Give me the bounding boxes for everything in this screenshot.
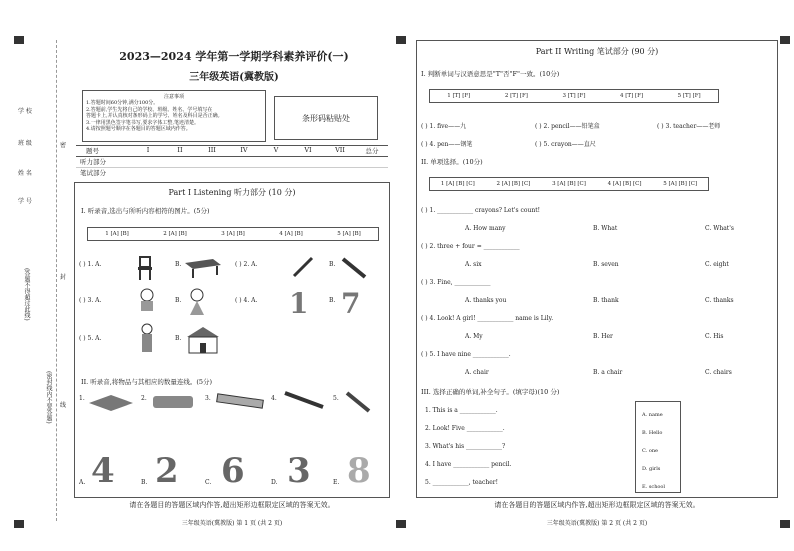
ruler-icon	[215, 393, 265, 409]
fill-item: 5. ____________, teacher!	[425, 479, 499, 486]
mc-option: C. What's	[705, 225, 734, 232]
desk-icon	[183, 257, 223, 279]
exam-subtitle: 三年级英语(冀教版)	[189, 72, 279, 83]
pencil-box-icon	[151, 391, 195, 411]
crayon-icon	[343, 389, 373, 415]
corner-mark	[780, 520, 790, 528]
answer-slot[interactable]: 1 [A] [B]	[105, 231, 129, 237]
q3-instruction: III. 选择正确的单词,补全句子。(填字母)(10 分)	[421, 388, 560, 396]
digit-six-icon: 6	[221, 451, 245, 491]
q2-item-label: 3.	[205, 395, 211, 402]
mc-option: A. chair	[465, 369, 489, 376]
mc-option: B. seven	[593, 261, 619, 268]
word-bank	[635, 401, 681, 493]
option-b-label: B.	[329, 261, 336, 268]
number-seven-icon: 7	[341, 287, 361, 320]
tf-item: ( ) 1. five——九	[421, 123, 467, 130]
q2-option-label: E.	[333, 479, 340, 486]
corner-mark	[396, 520, 406, 528]
word-option: B. Hello	[642, 430, 663, 436]
answer-slot[interactable]: 3 [A] [B] [C]	[552, 181, 586, 187]
footer-page: 三年级英语(冀教版) 第 2 页 (共 2 页)	[546, 520, 648, 527]
word-option: C. one	[642, 448, 659, 454]
fill-item: 1. This is a ____________.	[425, 407, 498, 414]
mc-option: A. My	[465, 333, 483, 340]
tf-item: ( ) 5. crayon——直尺	[535, 141, 596, 148]
tf-item: ( ) 3. teacher——老师	[657, 123, 721, 130]
notice-line: 3.一律用黑色签字笔书写,要求字体工整,笔迹清楚。	[86, 119, 199, 126]
option-b-label: B.	[175, 261, 182, 268]
answer-slot[interactable]: 2 [A] [B] [C]	[496, 181, 531, 187]
book-icon	[87, 391, 135, 413]
score-header: V	[273, 146, 279, 154]
mc-option: B. Her	[593, 333, 613, 340]
number-one-icon: 1	[289, 287, 309, 320]
name-label: 姓 名	[18, 170, 32, 177]
notice-line: 1.答题时间60分钟,满分100分。	[86, 100, 159, 106]
mc-option: C. thanks	[705, 297, 734, 304]
answer-slot[interactable]: 1 [A] [B] [C]	[440, 181, 475, 187]
listening-score-row: 听力部分	[76, 157, 388, 168]
barcode-area: 条形码粘贴处	[274, 96, 378, 140]
q1-item: ( ) 4. A.	[235, 297, 258, 304]
word-option: E. school	[642, 484, 666, 490]
notice-title: 注意事项	[163, 94, 184, 100]
mc-option: C. chairs	[705, 369, 732, 376]
fill-item: 2. Look! Five ____________.	[425, 425, 505, 432]
mc-question: ( ) 3. Fine, ____________	[421, 279, 491, 286]
q1-item: ( ) 2. A.	[235, 261, 258, 268]
answer-slot[interactable]: 3 [T] [F]	[562, 93, 586, 99]
mc-question: ( ) 1. ____________ crayons? Let's count!	[421, 207, 541, 214]
score-header: 总分	[365, 147, 379, 155]
fill-item: 4. I have ____________ pencil.	[425, 461, 512, 468]
mc-question: ( ) 5. I have nine ____________.	[421, 351, 511, 358]
answer-slot[interactable]: 2 [A] [B]	[163, 231, 187, 237]
mc-option: B. a chair	[593, 369, 623, 376]
seal-char: 线	[60, 402, 67, 409]
q2-option-label: C.	[205, 479, 212, 486]
option-b-label: B.	[175, 335, 182, 342]
q2-item-label: 2.	[141, 395, 147, 402]
footer-notice: 请在各题目的答题区域内作答,超出矩形边框限定区域的答案无效。	[129, 501, 335, 509]
school-icon	[185, 323, 221, 355]
answer-slot[interactable]: 5 [A] [B] [C]	[663, 181, 698, 187]
corner-mark	[780, 36, 790, 44]
answer-slot[interactable]: 4 [A] [B]	[279, 231, 303, 237]
digit-eight-icon: 8	[347, 451, 371, 491]
footer-page: 三年级英语(冀教版) 第 1 页 (共 2 页)	[181, 520, 283, 527]
digit-four-icon: 4	[91, 451, 115, 491]
exam-title: 2023—2024 学年第一学期学科素养评价(一)	[119, 50, 349, 63]
mc-question: ( ) 4. Look! A girl! ____________ name is Lily.	[421, 315, 554, 322]
word-option: D. girls	[642, 466, 661, 472]
pen-icon	[281, 389, 327, 411]
writing-section	[416, 40, 778, 498]
q2-instruction: II. 单项选择。(10分)	[421, 158, 483, 166]
mc-option: C. eight	[705, 261, 729, 268]
part1-title: Part I Listening 听力部分 (10 分)	[168, 188, 296, 197]
q1-item: ( ) 3. A.	[79, 297, 102, 304]
seal-char: 封	[60, 274, 67, 281]
q1-item: ( ) 1. A.	[79, 261, 102, 268]
corner-mark	[396, 36, 406, 44]
answer-slot[interactable]: 5 [A] [B]	[337, 231, 361, 237]
notice-line: 2.答题前,学生先将自己的学校、班级、姓名、学号填写在	[86, 106, 213, 113]
q2-instruction: II. 听录音,将物品与其相应的数量连线。(5分)	[81, 378, 213, 386]
pencil-icon	[291, 255, 315, 279]
mc-question: ( ) 2. three + four = ____________	[421, 243, 520, 250]
answer-slot[interactable]: 4 [T] [F]	[620, 93, 644, 99]
score-header: I	[146, 146, 150, 154]
q2-option-label: A.	[79, 479, 86, 486]
q2-option-label: D.	[271, 479, 278, 486]
boy-icon	[135, 287, 159, 317]
score-table	[76, 145, 388, 179]
score-header: VI	[304, 146, 312, 154]
score-header: 题号	[86, 147, 99, 155]
no-answer-note: (答题不得超过此线)	[23, 268, 30, 321]
q2-item-label: 1.	[79, 395, 85, 402]
binding-strip	[14, 36, 54, 526]
chair-icon	[135, 255, 155, 281]
fill-item: 3. What's his ____________?	[425, 443, 506, 450]
seal-char: 密	[60, 142, 67, 149]
pen-icon	[339, 255, 369, 281]
mc-option: A. six	[465, 261, 482, 268]
mc-option: B. What	[593, 225, 618, 232]
q1-instruction: I. 判断单词与汉语意思是"T"否"F"一致。(10分)	[421, 70, 560, 78]
digit-two-icon: 2	[155, 451, 179, 491]
q1-answer-card	[87, 227, 379, 241]
mc-option: A. thanks you	[465, 297, 507, 304]
q2-item-label: 5.	[333, 395, 339, 402]
score-header: II	[177, 146, 183, 154]
notice-box	[82, 90, 266, 142]
q1-instruction: I. 听录音,选出与所听内容相符的图片。(5分)	[81, 207, 210, 215]
footer-notice: 请在各题目的答题区域内作答,超出矩形边框限定区域的答案无效。	[494, 501, 700, 509]
answer-slot[interactable]: 2 [T] [F]	[504, 93, 528, 99]
teacher-icon	[137, 323, 157, 355]
notice-line: 答题卡上,并认真核对条形码上的学号、姓名及科目是否正确。	[86, 113, 223, 119]
part2-title: Part II Writing 笔试部分 (90 分)	[535, 47, 659, 56]
score-header: VII	[335, 146, 345, 154]
class-label: 班 级	[18, 140, 32, 147]
seal-line	[56, 40, 57, 521]
mc-answer-card	[429, 177, 709, 191]
answer-slot[interactable]: 4 [A] [B] [C]	[607, 181, 642, 187]
tf-item: ( ) 2. pencil——铅笔盒	[535, 123, 600, 130]
mc-option: A. How many	[465, 225, 506, 232]
seal-note: (密封线内不要答题)	[45, 371, 52, 424]
tf-answer-card	[429, 89, 719, 103]
listening-section	[74, 182, 390, 498]
mc-option: C. His	[705, 333, 724, 340]
school-label: 学 校	[18, 108, 32, 115]
answer-slot[interactable]: 5 [T] [F]	[677, 93, 701, 99]
writing-score-row: 笔试部分	[80, 169, 106, 177]
score-header: IV	[240, 146, 248, 154]
girl-icon	[185, 287, 209, 317]
score-header: III	[208, 146, 216, 154]
notice-line: 4.请按照题号顺序在各题目的答题区域内作答。	[86, 126, 191, 132]
digit-three-icon: 3	[287, 451, 311, 491]
q1-item: ( ) 5. A.	[79, 335, 102, 342]
answer-slot[interactable]: 1 [T] [F]	[447, 93, 471, 99]
q2-item-label: 4.	[271, 395, 277, 402]
option-b-label: B.	[175, 297, 182, 304]
answer-slot[interactable]: 3 [A] [B]	[221, 231, 245, 237]
q2-option-label: B.	[141, 479, 148, 486]
option-b-label: B.	[329, 297, 336, 304]
tf-item: ( ) 4. pen——钢笔	[421, 141, 473, 148]
student-id-label: 学 号	[18, 198, 32, 205]
mc-option: B. thank	[593, 297, 619, 304]
word-option: A. name	[642, 412, 663, 418]
